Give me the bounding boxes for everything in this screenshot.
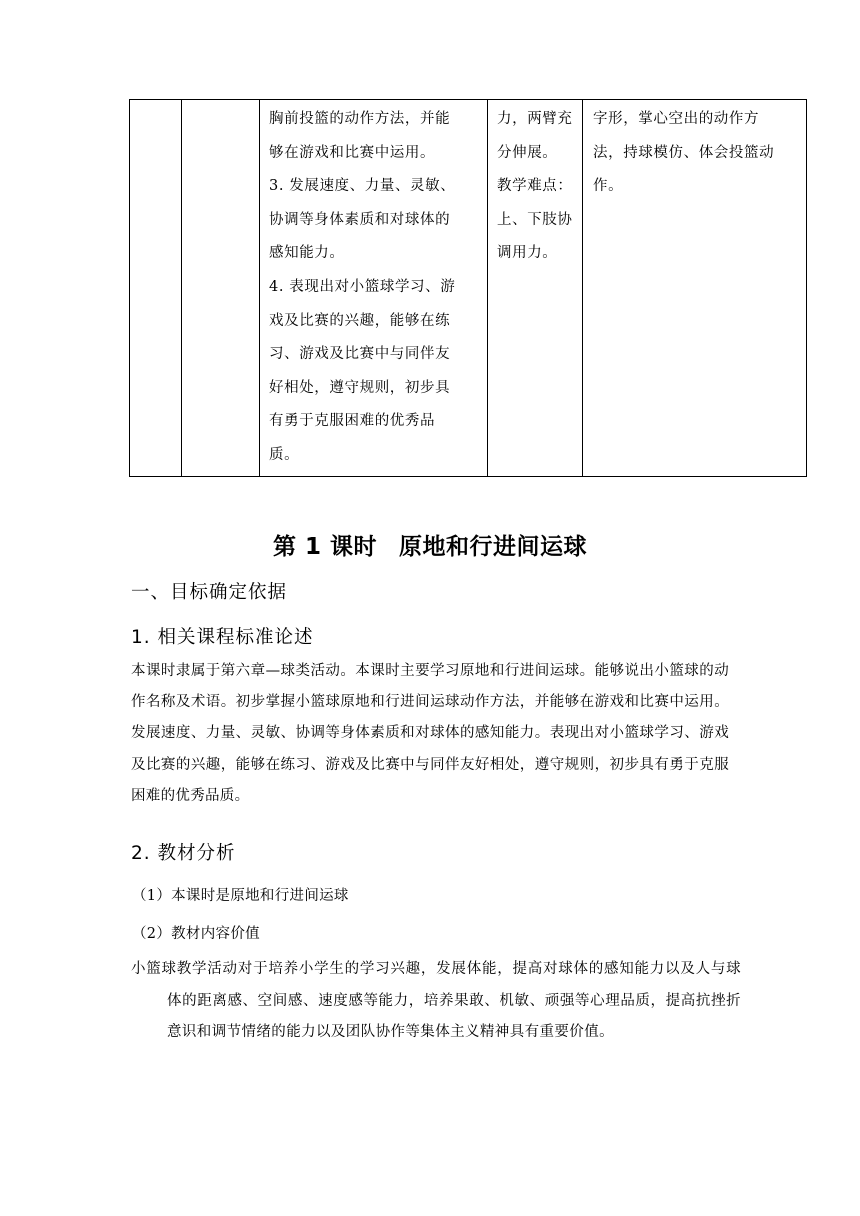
table-row <box>130 100 807 477</box>
cell-line: 调用力。 <box>497 245 558 262</box>
body-paragraph: 本课时隶属于第六章—球类活动。本课时主要学习原地和行进间运球。能够说出小篮球的动作名称及术语。初步掌握小篮球原地和行进间运球动作方法，并能够在游戏和比赛中运用。发展速度、力量、灵敏、协调等身体素质和对球体的感知能力。表现出对小篮球学习、游戏及比赛的兴趣，能够在练习、游戏及比赛中与同伴友好相处，遵守规则，初步具有勇于克服困难的优秀品质。 <box>131 663 729 804</box>
body-paragraph <box>131 954 741 1049</box>
cell-line: 戏及比赛的兴趣，能够在练 <box>269 312 451 329</box>
lesson-name: 原地和行进间运球 <box>399 534 588 560</box>
subsection-heading: 1. 相关课程标准论述 <box>131 627 314 648</box>
lesson-title <box>0 528 860 561</box>
cell-line: 教学难点： <box>497 178 573 195</box>
subsection-heading: 2. 教材分析 <box>131 843 236 864</box>
cell-line: 3. 发展速度、力量、灵敏、 <box>269 178 456 195</box>
cell-line: 字形，掌心空出的动作方 <box>593 111 760 127</box>
table-cell-empty <box>182 100 260 477</box>
table-cell-objectives <box>260 100 488 477</box>
cell-line: 力，两臂充 <box>497 111 573 127</box>
cell-line: 质。 <box>269 446 300 463</box>
cell-line: 胸前投篮的动作方法，并能 <box>269 111 451 127</box>
lesson-number: 第 1 课时 <box>272 534 378 560</box>
list-item: （1）本课时是原地和行进间运球 <box>132 888 349 904</box>
cell-line: 上、下肢协 <box>497 211 573 228</box>
cell-line: 好相处，遵守规则，初步具 <box>269 379 451 396</box>
lesson-plan-table <box>129 99 807 477</box>
cell-line: 作。 <box>593 178 624 195</box>
table-cell-key-points <box>488 100 583 477</box>
cell-line: 习、游戏及比赛中与同伴友 <box>269 346 451 363</box>
cell-line: 有勇于克服困难的优秀品 <box>269 413 436 430</box>
cell-line: 感知能力。 <box>269 245 345 262</box>
table-cell-empty <box>130 100 182 477</box>
table-cell-activities <box>583 100 807 477</box>
cell-line: 够在游戏和比赛中运用。 <box>269 144 436 161</box>
cell-line: 4. 表现出对小篮球学习、游 <box>269 278 456 295</box>
cell-line: 法，持球模仿、体会投篮动 <box>593 144 775 161</box>
cell-line: 协调等身体素质和对球体的 <box>269 211 451 228</box>
value-paragraph: 小篮球教学活动对于培养小学生的学习兴趣，发展体能，提高对球体的感知能力以及人与球体的距离感、空间感、速度感等能力，培养果敢、机敏、顽强等心理品质，提高抗挫折意识和调节情绪的能力以及团队协作等集体主义精神具有重要价值。 <box>131 961 741 1040</box>
section-heading: 一、目标确定依据 <box>131 582 288 603</box>
list-item: （2）教材内容价值 <box>132 926 260 942</box>
cell-line: 分伸展。 <box>497 144 558 161</box>
